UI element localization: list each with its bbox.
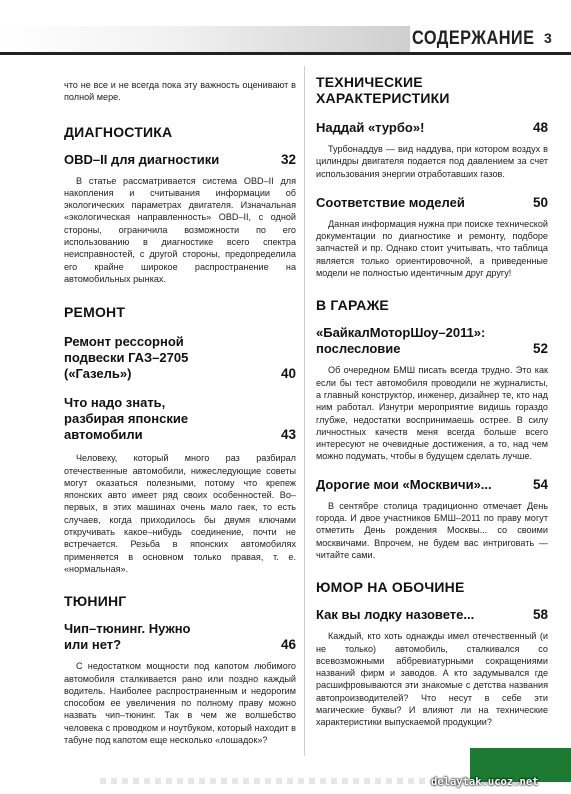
right-column	[316, 70, 548, 729]
article-page: 48	[532, 120, 548, 135]
section-title: РЕМОНТ	[64, 304, 126, 321]
article-page: 58	[532, 607, 548, 623]
section-tuning	[64, 593, 296, 746]
section-title: В ГАРАЖЕ	[316, 297, 389, 314]
section-tech	[316, 74, 548, 279]
toc-entry-models[interactable]	[316, 195, 548, 211]
article-page: 54	[532, 476, 548, 492]
article-title: Наддай «турбо»!	[316, 120, 425, 135]
page-title: СОДЕРЖАНИЕ	[412, 28, 535, 49]
article-page: 46	[280, 637, 296, 653]
article-desc: Каждый, кто хоть однажды имел отечественный (и не только) автомобиль, сталкивался со всевозможными аббревиатурными сокращениями названий фирм и заводов. А кто задумывался где расшифровываются эти знакомые с детства названия автопроизводителей? Что несут в себе эти магические буквы? И влияют ли на технические характеристики выпускаемой продукции?	[316, 631, 548, 728]
toc-entry-turbo[interactable]	[316, 120, 548, 136]
article-desc: В статье рассматривается система OBD–II для накопления и считывания информации об экологических параметрах двигателя. Изначальная «экологическая направленность» OBD–II, с одной стороны, ограничила возможности по его использованию в диагностике всего спектра неисправностей, с другой стороны, предопределила его крайне широкое распространение на автомобильных рынках.	[64, 175, 296, 284]
header-gradient	[0, 26, 410, 52]
article-desc: Данная информация нужна при поиске технической документации по диагностике и ремонту, подборе запчастей и пр. Однако стоит учитывать, что таблица является только ориентировочной, а приведенные модели не полностью идентичным друг другу!	[316, 218, 548, 279]
toc-entry-baikal[interactable]	[316, 325, 548, 357]
article-title: Ремонт рессорной подвески ГАЗ–2705 («Газель»)	[64, 334, 189, 382]
section-garage	[316, 297, 548, 561]
header-rule	[0, 52, 571, 55]
toc-entry-japanese[interactable]	[64, 395, 296, 443]
toc-entry-boat[interactable]	[316, 607, 548, 623]
article-title: Как вы лодку назовете...	[316, 607, 475, 623]
article-title: «БайкалМоторШоу–2011»: послесловие	[316, 325, 486, 357]
section-title: ДИАГНОСТИКА	[64, 123, 173, 140]
section-diagnostics	[64, 124, 296, 286]
page-header	[0, 26, 571, 56]
article-title: Соответствие моделей	[316, 194, 465, 210]
article-title: OBD–II для диагностики	[64, 151, 220, 167]
article-page: 50	[532, 194, 548, 210]
section-title: ЮМОР НА ОБОЧИНЕ	[316, 579, 465, 596]
footer-decoration	[100, 778, 430, 784]
watermark-url: delaytak.ucoz.net	[431, 776, 539, 788]
toc-entry-gazel[interactable]	[64, 334, 296, 382]
left-column	[64, 70, 296, 746]
page-number: 3	[544, 30, 552, 46]
toc-entry-obd[interactable]	[64, 152, 296, 168]
article-desc: В сентябре столица традиционно отмечает День города. И двое участников БМШ–2011 по праву могут отметить День рождения Москвы... со своими москвичами. Впрочем, не будем вас интриговать — читайте сами.	[316, 500, 548, 560]
article-page: 43	[280, 427, 296, 443]
article-title: Чип–тюнинг. Нужно или нет?	[64, 621, 191, 653]
section-title: ТЮНИНГ	[64, 593, 127, 610]
section-repair	[64, 304, 296, 575]
article-desc: Человеку, который много раз разбирал отечественные автомобили, нижеследующие советы могут оказаться полезными, потому что крепеж японских авто имеет ряд своих особенностей. Во–первых, в этих машинах очень мало гаек, то есть случаев, когда приходилось бы двумя ключами откручивать какое–нибудь соединение, почти не встречается. Резьба в японских автомобилях применяется в основном только правая, т. е. «нормальная».	[64, 453, 296, 574]
intro-text: что не все и не всегда пока эту важность оценивают в полной мере.	[64, 80, 296, 103]
toc-entry-moskvich[interactable]	[316, 477, 548, 493]
article-desc: Турбонаддув — вид наддува, при котором воздух в цилиндры двигателя подается под давлением за счет использования энергии отработавших газов.	[316, 144, 548, 179]
column-divider	[304, 66, 305, 756]
section-title: ТЕХНИЧЕСКИЕ ХАРАКТЕРИСТИКИ	[316, 74, 450, 106]
section-humor	[316, 579, 548, 728]
article-desc: С недостатком мощности под капотом любимого автомобиля сталкивается рано или поздно каждый водитель. Наиболее распространенным и недорогим способом ее увеличения по полному праву можно назвать чип–тюнинг. Так в чем же волшебство человека с проводком и ноутбуком, который находит в табуне под капотом еще несколько «лошадок»?	[64, 661, 296, 746]
article-desc: Об очередном БМШ писать всегда трудно. Это как если бы тест автомобиля проводили не журналисты, а главный конструктор, инженер, дизайнер те, кто над ним работал. Изнутри мероприятие видишь гораздо глубже, недостатки воспринимаешь острее. В силу личностных качеств меня всегда больше всего интересуют не очевидные достижения, а то, над чем можно подумать, чтобы в будущем сделать лучше.	[316, 365, 548, 462]
article-page: 32	[280, 151, 296, 167]
article-page: 40	[280, 366, 296, 382]
toc-entry-chip[interactable]	[64, 621, 296, 653]
article-title: Дорогие мои «Москвичи»...	[316, 476, 492, 492]
article-title: Что надо знать, разбирая японские автомобили	[64, 395, 189, 443]
article-page: 52	[532, 341, 548, 357]
